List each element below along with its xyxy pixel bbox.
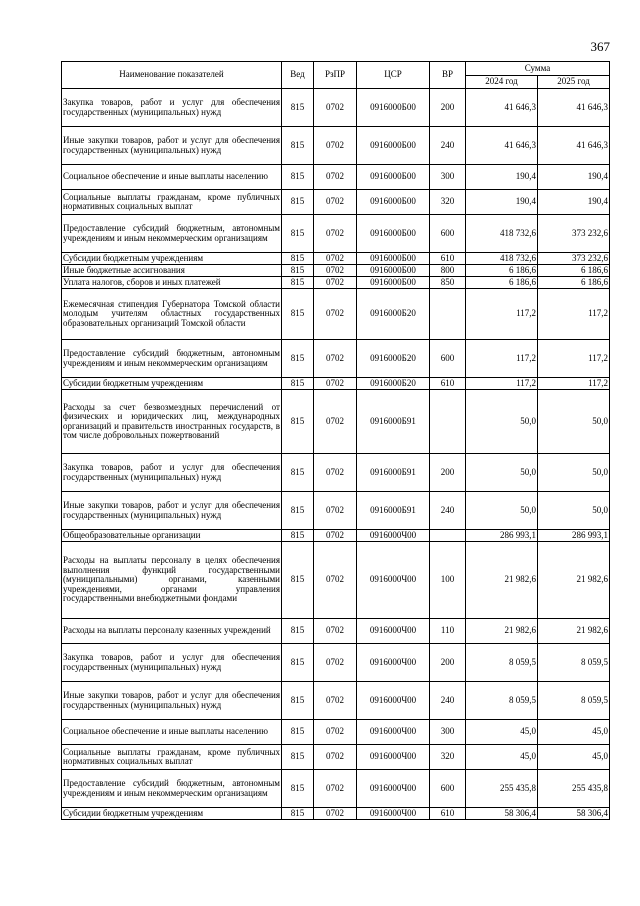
row-amount-2025: 6 186,6 bbox=[538, 265, 610, 277]
table-row bbox=[62, 378, 610, 390]
row-amount-2024: 8 059,5 bbox=[466, 644, 538, 682]
table-row bbox=[62, 190, 610, 215]
row-amount-2024: 418 732,6 bbox=[466, 253, 538, 265]
row-name: Иные закупки товаров, работ и услуг для обеспечения государственных (муниципальных) нужд bbox=[62, 127, 282, 165]
row-amount-2025: 8 059,5 bbox=[538, 644, 610, 682]
row-vr: 200 bbox=[430, 89, 466, 127]
row-vr: 110 bbox=[430, 619, 466, 644]
row-amount-2024: 286 993,1 bbox=[466, 530, 538, 542]
row-amount-2025: 117,2 bbox=[538, 340, 610, 378]
row-vr: 610 bbox=[430, 808, 466, 820]
row-amount-2025: 21 982,6 bbox=[538, 542, 610, 619]
row-amount-2025: 50,0 bbox=[538, 390, 610, 454]
row-amount-2025: 45,0 bbox=[538, 720, 610, 745]
row-rzpr: 0702 bbox=[314, 454, 357, 492]
row-csr: 0916000Б91 bbox=[357, 492, 430, 530]
row-ved: 815 bbox=[282, 644, 314, 682]
row-amount-2025: 50,0 bbox=[538, 492, 610, 530]
row-ved: 815 bbox=[282, 340, 314, 378]
header-ved: Вед bbox=[282, 62, 314, 89]
row-csr: 0916000Ч00 bbox=[357, 745, 430, 770]
row-csr: 0916000Ч00 bbox=[357, 682, 430, 720]
row-ved: 815 bbox=[282, 745, 314, 770]
row-csr: 0916000Ч00 bbox=[357, 808, 430, 820]
row-ved: 815 bbox=[282, 770, 314, 808]
table-row bbox=[62, 89, 610, 127]
table-row bbox=[62, 682, 610, 720]
row-csr: 0916000Б00 bbox=[357, 190, 430, 215]
row-amount-2025: 50,0 bbox=[538, 454, 610, 492]
row-vr: 240 bbox=[430, 127, 466, 165]
row-csr: 0916000Б00 bbox=[357, 265, 430, 277]
row-csr: 0916000Б20 bbox=[357, 378, 430, 390]
header-name: Наименование показателей bbox=[62, 62, 282, 89]
row-amount-2025: 190,4 bbox=[538, 190, 610, 215]
row-vr: 240 bbox=[430, 492, 466, 530]
table-row bbox=[62, 277, 610, 289]
row-rzpr: 0702 bbox=[314, 492, 357, 530]
row-csr: 0916000Ч00 bbox=[357, 770, 430, 808]
row-name: Ежемесячная стипендия Губернатора Томской области молодым учителям областных государственных образовательных организаций Томской области bbox=[62, 289, 282, 340]
row-vr: 800 bbox=[430, 265, 466, 277]
row-name: Социальные выплаты гражданам, кроме публичных нормативных социальных выплат bbox=[62, 190, 282, 215]
row-ved: 815 bbox=[282, 265, 314, 277]
row-rzpr: 0702 bbox=[314, 619, 357, 644]
row-rzpr: 0702 bbox=[314, 190, 357, 215]
row-amount-2024: 6 186,6 bbox=[466, 277, 538, 289]
row-ved: 815 bbox=[282, 89, 314, 127]
row-ved: 815 bbox=[282, 542, 314, 619]
row-amount-2025: 58 306,4 bbox=[538, 808, 610, 820]
row-csr: 0916000Б00 bbox=[357, 89, 430, 127]
table-row bbox=[62, 745, 610, 770]
row-rzpr: 0702 bbox=[314, 770, 357, 808]
row-amount-2025: 41 646,3 bbox=[538, 89, 610, 127]
row-name: Социальное обеспечение и иные выплаты населению bbox=[62, 720, 282, 745]
row-ved: 815 bbox=[282, 530, 314, 542]
row-vr bbox=[430, 390, 466, 454]
row-vr bbox=[430, 530, 466, 542]
row-amount-2025: 255 435,8 bbox=[538, 770, 610, 808]
row-csr: 0916000Б20 bbox=[357, 340, 430, 378]
row-csr: 0916000Ч00 bbox=[357, 542, 430, 619]
row-name: Социальное обеспечение и иные выплаты населению bbox=[62, 165, 282, 190]
header-year-2024: 2024 год bbox=[466, 76, 538, 89]
header-year-2025: 2025 год bbox=[538, 76, 610, 89]
table-row bbox=[62, 390, 610, 454]
row-amount-2024: 117,2 bbox=[466, 378, 538, 390]
row-vr: 850 bbox=[430, 277, 466, 289]
row-rzpr: 0702 bbox=[314, 165, 357, 190]
row-ved: 815 bbox=[282, 378, 314, 390]
row-csr: 0916000Б00 bbox=[357, 127, 430, 165]
row-ved: 815 bbox=[282, 720, 314, 745]
row-rzpr: 0702 bbox=[314, 745, 357, 770]
row-amount-2025: 8 059,5 bbox=[538, 682, 610, 720]
row-vr: 300 bbox=[430, 165, 466, 190]
table-row bbox=[62, 619, 610, 644]
table-row bbox=[62, 454, 610, 492]
row-ved: 815 bbox=[282, 277, 314, 289]
row-csr: 0916000Б00 bbox=[357, 215, 430, 253]
row-name: Закупка товаров, работ и услуг для обеспечения государственных (муниципальных) нужд bbox=[62, 644, 282, 682]
row-rzpr: 0702 bbox=[314, 390, 357, 454]
row-vr: 240 bbox=[430, 682, 466, 720]
row-rzpr: 0702 bbox=[314, 644, 357, 682]
table-row bbox=[62, 165, 610, 190]
row-name: Закупка товаров, работ и услуг для обеспечения государственных (муниципальных) нужд bbox=[62, 454, 282, 492]
row-name: Расходы за счет безвозмездных перечислений от физических и юридических лиц, международных организаций и правительств иностранных государств, в том числе добровольных пожертвований bbox=[62, 390, 282, 454]
row-amount-2025: 373 232,6 bbox=[538, 253, 610, 265]
row-name: Иные бюджетные ассигнования bbox=[62, 265, 282, 277]
row-vr: 100 bbox=[430, 542, 466, 619]
row-name: Субсидии бюджетным учреждениям bbox=[62, 378, 282, 390]
row-amount-2024: 8 059,5 bbox=[466, 682, 538, 720]
row-csr: 0916000Ч00 bbox=[357, 720, 430, 745]
page-number: 367 bbox=[590, 39, 610, 54]
table-row bbox=[62, 289, 610, 340]
row-csr: 0916000Б00 bbox=[357, 165, 430, 190]
row-name: Предоставление субсидий бюджетным, автономным учреждениям и иным некоммерческим организациям bbox=[62, 770, 282, 808]
table-row bbox=[62, 542, 610, 619]
row-name: Предоставление субсидий бюджетным, автономным учреждениям и иным некоммерческим организациям bbox=[62, 340, 282, 378]
row-rzpr: 0702 bbox=[314, 215, 357, 253]
row-amount-2024: 255 435,8 bbox=[466, 770, 538, 808]
table-row bbox=[62, 644, 610, 682]
row-csr: 0916000Ч00 bbox=[357, 619, 430, 644]
row-vr: 200 bbox=[430, 454, 466, 492]
header-rzpr: РзПР bbox=[314, 62, 357, 89]
row-ved: 815 bbox=[282, 619, 314, 644]
row-amount-2024: 50,0 bbox=[466, 454, 538, 492]
table-row bbox=[62, 253, 610, 265]
row-ved: 815 bbox=[282, 808, 314, 820]
row-amount-2025: 117,2 bbox=[538, 289, 610, 340]
row-ved: 815 bbox=[282, 390, 314, 454]
row-amount-2025: 6 186,6 bbox=[538, 277, 610, 289]
row-rzpr: 0702 bbox=[314, 808, 357, 820]
row-name: Социальные выплаты гражданам, кроме публичных нормативных социальных выплат bbox=[62, 745, 282, 770]
table-row bbox=[62, 265, 610, 277]
row-amount-2024: 117,2 bbox=[466, 340, 538, 378]
row-amount-2025: 190,4 bbox=[538, 165, 610, 190]
row-vr: 320 bbox=[430, 190, 466, 215]
row-amount-2025: 21 982,6 bbox=[538, 619, 610, 644]
row-rzpr: 0702 bbox=[314, 265, 357, 277]
row-vr bbox=[430, 289, 466, 340]
row-amount-2024: 45,0 bbox=[466, 720, 538, 745]
row-ved: 815 bbox=[282, 492, 314, 530]
row-amount-2024: 6 186,6 bbox=[466, 265, 538, 277]
row-name: Расходы на выплаты персоналу казенных учреждений bbox=[62, 619, 282, 644]
row-amount-2024: 41 646,3 bbox=[466, 127, 538, 165]
row-name: Иные закупки товаров, работ и услуг для обеспечения государственных (муниципальных) нужд bbox=[62, 682, 282, 720]
row-vr: 600 bbox=[430, 770, 466, 808]
row-rzpr: 0702 bbox=[314, 89, 357, 127]
row-amount-2025: 45,0 bbox=[538, 745, 610, 770]
row-amount-2024: 190,4 bbox=[466, 190, 538, 215]
row-name: Общеобразовательные организации bbox=[62, 530, 282, 542]
row-rzpr: 0702 bbox=[314, 253, 357, 265]
row-csr: 0916000Б91 bbox=[357, 390, 430, 454]
table-row bbox=[62, 720, 610, 745]
table-row bbox=[62, 770, 610, 808]
row-name: Уплата налогов, сборов и иных платежей bbox=[62, 277, 282, 289]
header-csr: ЦСР bbox=[357, 62, 430, 89]
row-csr: 0916000Б00 bbox=[357, 253, 430, 265]
row-amount-2024: 117,2 bbox=[466, 289, 538, 340]
row-ved: 815 bbox=[282, 215, 314, 253]
row-amount-2025: 117,2 bbox=[538, 378, 610, 390]
row-rzpr: 0702 bbox=[314, 277, 357, 289]
row-name: Предоставление субсидий бюджетным, автономным учреждениям и иным некоммерческим организациям bbox=[62, 215, 282, 253]
row-csr: 0916000Б91 bbox=[357, 454, 430, 492]
row-amount-2025: 286 993,1 bbox=[538, 530, 610, 542]
row-csr: 0916000Ч00 bbox=[357, 530, 430, 542]
row-vr: 610 bbox=[430, 253, 466, 265]
row-amount-2024: 41 646,3 bbox=[466, 89, 538, 127]
table-row bbox=[62, 492, 610, 530]
row-rzpr: 0702 bbox=[314, 530, 357, 542]
row-name: Субсидии бюджетным учреждениям bbox=[62, 808, 282, 820]
row-name: Субсидии бюджетным учреждениям bbox=[62, 253, 282, 265]
row-ved: 815 bbox=[282, 165, 314, 190]
row-amount-2024: 50,0 bbox=[466, 390, 538, 454]
row-ved: 815 bbox=[282, 190, 314, 215]
row-rzpr: 0702 bbox=[314, 340, 357, 378]
table-row bbox=[62, 340, 610, 378]
row-name: Иные закупки товаров, работ и услуг для обеспечения государственных (муниципальных) нужд bbox=[62, 492, 282, 530]
row-vr: 200 bbox=[430, 644, 466, 682]
row-amount-2025: 41 646,3 bbox=[538, 127, 610, 165]
row-ved: 815 bbox=[282, 127, 314, 165]
table-row bbox=[62, 215, 610, 253]
row-csr: 0916000Ч00 bbox=[357, 644, 430, 682]
row-ved: 815 bbox=[282, 289, 314, 340]
row-vr: 610 bbox=[430, 378, 466, 390]
row-ved: 815 bbox=[282, 454, 314, 492]
row-amount-2025: 373 232,6 bbox=[538, 215, 610, 253]
row-csr: 0916000Б00 bbox=[357, 277, 430, 289]
row-amount-2024: 418 732,6 bbox=[466, 215, 538, 253]
row-amount-2024: 21 982,6 bbox=[466, 542, 538, 619]
row-vr: 300 bbox=[430, 720, 466, 745]
row-amount-2024: 190,4 bbox=[466, 165, 538, 190]
table-row bbox=[62, 127, 610, 165]
row-ved: 815 bbox=[282, 253, 314, 265]
row-vr: 600 bbox=[430, 340, 466, 378]
row-vr: 320 bbox=[430, 745, 466, 770]
row-name: Расходы на выплаты персоналу в целях обеспечения выполнения функций государственными (муниципальными) органами, казенными учреждениями, органами управления государственными внебюджетными фондами bbox=[62, 542, 282, 619]
header-vr: ВР bbox=[430, 62, 466, 89]
row-amount-2024: 21 982,6 bbox=[466, 619, 538, 644]
row-amount-2024: 50,0 bbox=[466, 492, 538, 530]
row-rzpr: 0702 bbox=[314, 378, 357, 390]
table-row bbox=[62, 808, 610, 820]
budget-table bbox=[61, 61, 610, 820]
row-amount-2024: 58 306,4 bbox=[466, 808, 538, 820]
row-ved: 815 bbox=[282, 682, 314, 720]
row-rzpr: 0702 bbox=[314, 542, 357, 619]
row-amount-2024: 45,0 bbox=[466, 745, 538, 770]
row-rzpr: 0702 bbox=[314, 682, 357, 720]
row-name: Закупка товаров, работ и услуг для обеспечения государственных (муниципальных) нужд bbox=[62, 89, 282, 127]
row-csr: 0916000Б20 bbox=[357, 289, 430, 340]
header-sum: Сумма bbox=[466, 62, 610, 76]
table-row bbox=[62, 530, 610, 542]
row-rzpr: 0702 bbox=[314, 127, 357, 165]
row-rzpr: 0702 bbox=[314, 289, 357, 340]
row-vr: 600 bbox=[430, 215, 466, 253]
row-rzpr: 0702 bbox=[314, 720, 357, 745]
